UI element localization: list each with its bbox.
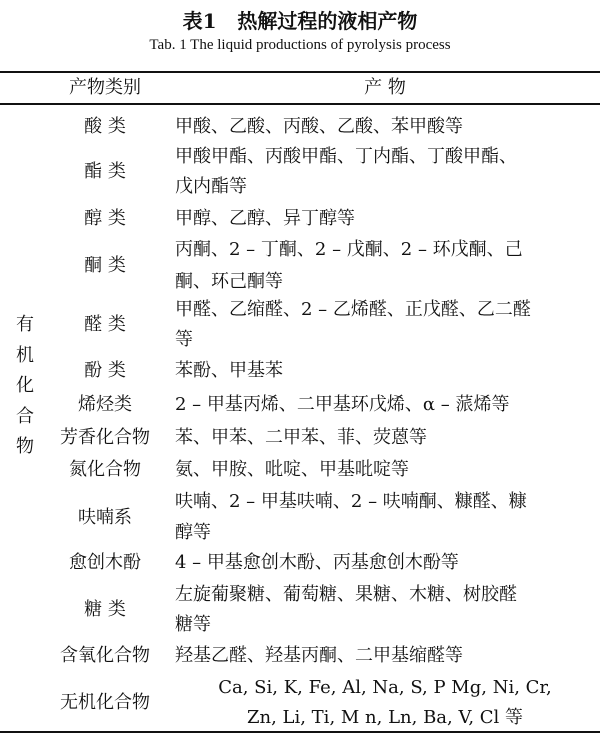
row-category: 酮 类 (84, 255, 126, 276)
header-rule (0, 103, 600, 105)
row-product-line: 甲醛、乙缩醛、2 – 乙烯醛、正戊醛、乙二醛 (175, 299, 531, 320)
row-category: 醇 类 (84, 208, 126, 229)
row-product-line: 2 – 甲基丙烯、二甲基环戊烯、α – 蒎烯等 (175, 394, 510, 415)
group-label-organic (8, 310, 42, 463)
row-category: 酚 类 (84, 360, 126, 381)
row-product-line: 羟基乙醛、羟基丙酮、二甲基缩醛等 (175, 645, 463, 666)
row-product-line: 左旋葡聚糖、葡萄糖、果糖、木糖、树胶醛 (175, 584, 517, 605)
row-product-line: 氨、甲胺、吡啶、甲基吡啶等 (175, 459, 409, 480)
row-product-line: 醇等 (175, 522, 211, 543)
row-category: 酯 类 (84, 161, 126, 182)
group-label-char: 物 (16, 436, 34, 457)
group-label-char: 化 (16, 375, 34, 396)
row-product-line: 戊内酯等 (175, 176, 247, 197)
table-title: 表1 热解过程的液相产物 (182, 9, 418, 33)
row-product-line: 呋喃、2 – 甲基呋喃、2 – 呋喃酮、糠醛、糠 (175, 491, 527, 512)
row-product-line: 等 (175, 329, 193, 350)
row-product-line: 糖等 (175, 614, 211, 635)
row-category: 烯烃类 (78, 394, 132, 415)
row-product-line: 苯酚、甲基苯 (175, 360, 283, 381)
row-product-line: 甲酸、乙酸、丙酸、乙酸、苯甲酸等 (175, 116, 463, 137)
row-product-line: Ca, Si, K, Fe, Al, Na, S, P Mg, Ni, Cr, (218, 677, 552, 698)
row-product-line: 苯、甲苯、二甲苯、菲、荧蒽等 (175, 427, 427, 448)
group-label-char: 有 (16, 314, 34, 335)
row-category: 氮化合物 (69, 459, 141, 480)
row-category: 酸 类 (84, 116, 126, 137)
row-category: 呋喃系 (78, 507, 132, 528)
table-title-english: Tab. 1 The liquid productions of pyrolysis process (149, 37, 451, 53)
group-label-char: 机 (16, 344, 34, 366)
header-product: 产 物 (364, 77, 406, 98)
row-category: 醛 类 (84, 314, 126, 335)
row-product-line: 丙酮、2 – 丁酮、2 – 戊酮、2 – 环戊酮、己 (175, 239, 523, 260)
row-category: 芳香化合物 (60, 427, 150, 448)
row-category: 糖 类 (84, 599, 126, 620)
row-product-line: 甲酸甲酯、丙酸甲酯、丁内酯、丁酸甲酯、 (175, 146, 517, 167)
group-label-char: 合 (16, 405, 34, 427)
row-product-line: 4 – 甲基愈创木酚、丙基愈创木酚等 (175, 552, 459, 573)
row-product-line: Zn, Li, Ti, M n, Ln, Ba, V, Cl 等 (246, 707, 524, 728)
row-category: 无机化合物 (60, 692, 150, 713)
row-product-line: 甲醇、乙醇、异丁醇等 (175, 208, 355, 229)
header-category: 产物类别 (69, 77, 141, 98)
row-category: 愈创木酚 (69, 552, 141, 573)
row-category: 含氧化合物 (60, 645, 150, 666)
row-product-line: 酮、环己酮等 (175, 271, 283, 292)
